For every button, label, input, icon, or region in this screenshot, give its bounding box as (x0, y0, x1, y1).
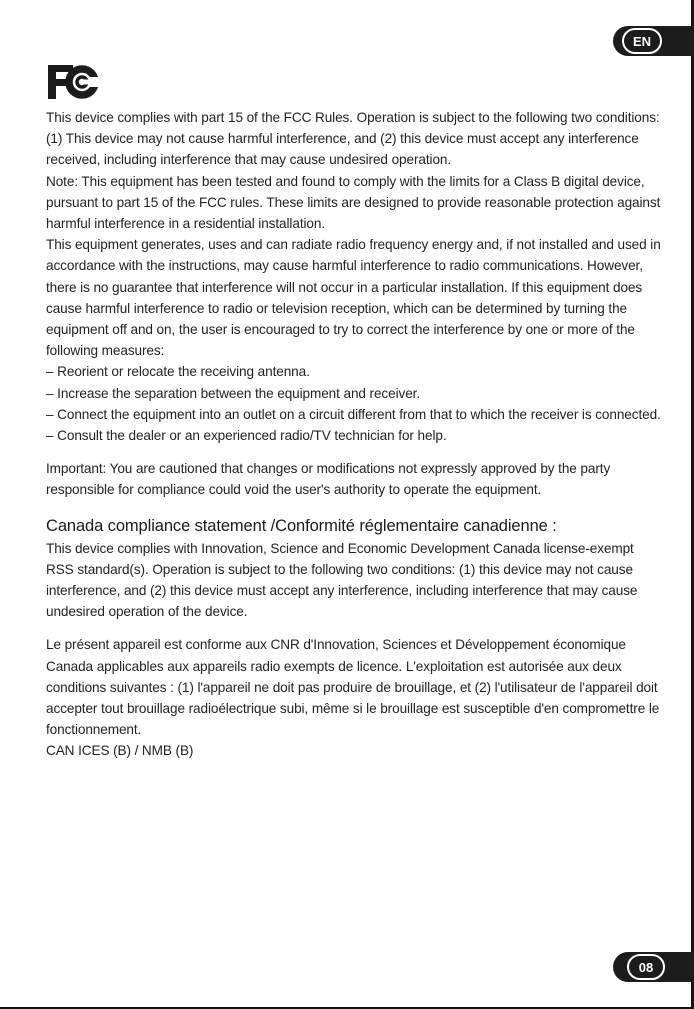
measure-item: – Consult the dealer or an experienced radio/TV technician for help. (46, 428, 447, 444)
fcc-logo (46, 63, 98, 101)
important-notice: Important: You are cautioned that changes or modifications not expressly approved by the party responsible for compliance could void the user's authority to operate the equipment. (46, 461, 611, 498)
fcc-note-paragraph: Note: This equipment has been tested and found to comply with the limits for a Class B digital device, pursuant to part 15 of the FCC rules. These limits are designed to provide reasonable protection against harmful interference in a residential installation. (46, 173, 661, 232)
document-body (46, 107, 662, 762)
ices-label: CAN ICES (B) / NMB (B) (46, 743, 194, 759)
page-number-tab (613, 952, 694, 982)
language-tab (613, 26, 694, 56)
measure-item: – Increase the separation between the equipment and receiver. (46, 385, 421, 401)
language-label: EN (622, 28, 662, 54)
canada-section-heading: Canada compliance statement /Conformité réglementaire canadienne : (46, 516, 557, 535)
fcc-interference-paragraph: This equipment generates, uses and can radiate radio frequency energy and, if not installed and used in accordance with the instructions, may cause harmful interference to radio communications. However, there is no guarantee that interference will not occur in a particular installation. If this equipment does cause harmful interference to radio or television reception, which can be determined by turning the equipment off and on, the user is encouraged to try to correct the interference by one or more of the following measures: (46, 237, 661, 359)
fcc-compliance-paragraph: This device complies with part 15 of the FCC Rules. Operation is subject to the following two conditions: (1) This device may not cause harmful interference, and (2) this device must accept any interference received, including interference that may cause undesired operation. (46, 110, 660, 168)
canada-english-paragraph: This device complies with Innovation, Science and Economic Development Canada license-exempt RSS standard(s). Operation is subject to the following two conditions: (1) this device may not cause interference, and (2) this device must accept any interference, including interference that may cause undesired operation of the device. (46, 540, 638, 620)
canada-french-paragraph: Le présent appareil est conforme aux CNR d'Innovation, Sciences et Développement économique Canada applicables aux appareils radio exempts de licence. L'exploitation est autorisée aux deux conditions suivantes : (1) l'appareil ne doit pas produire de brouillage, et (2) l'utilisateur de l'appareil doit accepter tout brouillage radioélectrique subi, même si le brouillage est susceptible d'en compromettre le fonctionnement. (46, 637, 660, 738)
page-number: 08 (627, 954, 665, 980)
measure-item: – Reorient or relocate the receiving antenna. (46, 364, 310, 380)
measure-item: – Connect the equipment into an outlet on a circuit different from that to which the receiver is connected. (46, 406, 661, 422)
